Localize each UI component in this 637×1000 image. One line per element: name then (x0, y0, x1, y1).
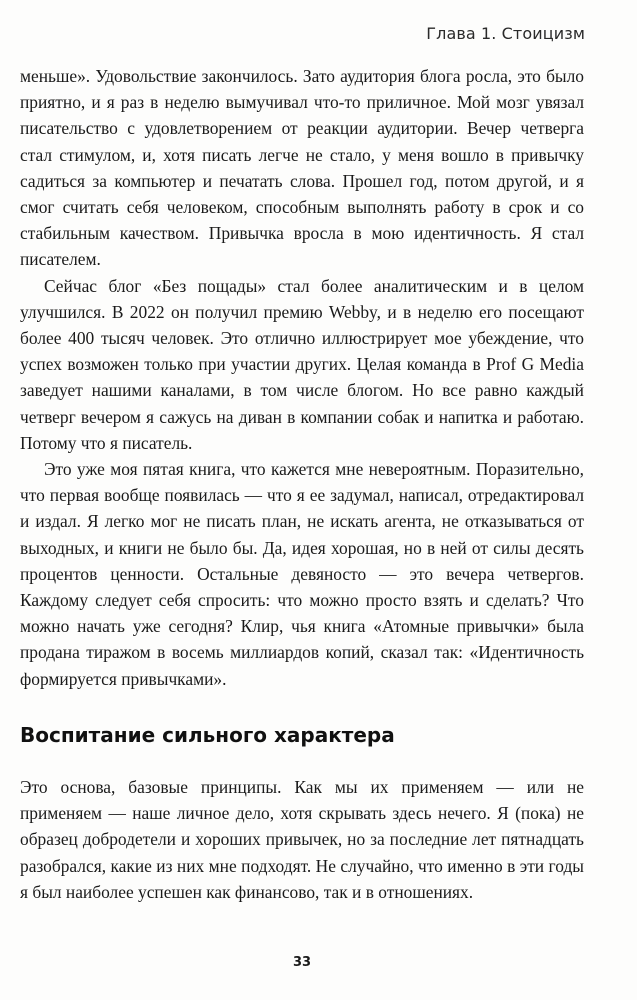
paragraph: Это уже моя пятая книга, что кажется мне невероятным. Поразительно, что первая вообще появилась — что я ее задумал, написал, отредактировал и издал. Я легко мог не писать план, не искать агента, не отказываться от выходных, и книги не было бы. Да, идея хорошая, но в ней от силы десять процентов ценности. Остальные девяносто — это вечера четвергов. Каждому следует себя спросить: что можно просто взять и сделать? Что можно начать уже сегодня? Клир, чья книга «Атомные привычки» была продана тиражом в восемь миллиардов копий, сказал так: «Идентичность формируется привычками». (20, 459, 584, 689)
section-heading: Воспитание сильного характера (20, 723, 395, 747)
paragraph: Это основа, базовые принципы. Как мы их применяем — или не применяем — наше личное дело, хотя скрывать здесь нечего. Я (пока) не образец добродетели и хороших привычек, но за последние лет пятнадцать разобрался, какие из них мне подходят. Не случайно, что именно в эти годы я был наиболее успешен как финансово, так и в отношениях. (20, 777, 584, 902)
section-text (20, 774, 584, 905)
main-text (20, 63, 584, 692)
paragraph: меньше». Удовольствие закончилось. Зато аудитория блога росла, это было приятно, и я раз в неделю вымучивал что-то приличное. Мой мозг увязал писательство с удовлетворением от реакции аудитории. Вечер четверга стал стимулом, и, хотя писать легче не стало, у меня вошло в привычку садиться за компьютер и печатать слова. Прошел год, потом другой, и я смог считать себя человеком, способным выполнять работу в срок и со стабильным качеством. Привычка вросла в мою идентичность. Я стал писателем. (20, 66, 584, 270)
page-number: 33 (292, 955, 312, 970)
paragraph: Сейчас блог «Без пощады» стал более аналитическим и в целом улучшился. В 2022 он получил премию Webby, и в неделю его посещают более 400 тысяч человек. Это отлично иллюстрирует мое убеждение, что успех возможен только при участии других. Целая команда в Prof G Media заведует нашими каналами, в том числе блогом. Но все равно каждый четверг вечером я сажусь на диван в компании собак и напитка и работаю. Потому что я писатель. (20, 275, 584, 453)
running-header: Глава 1. Стоицизм (426, 24, 585, 43)
